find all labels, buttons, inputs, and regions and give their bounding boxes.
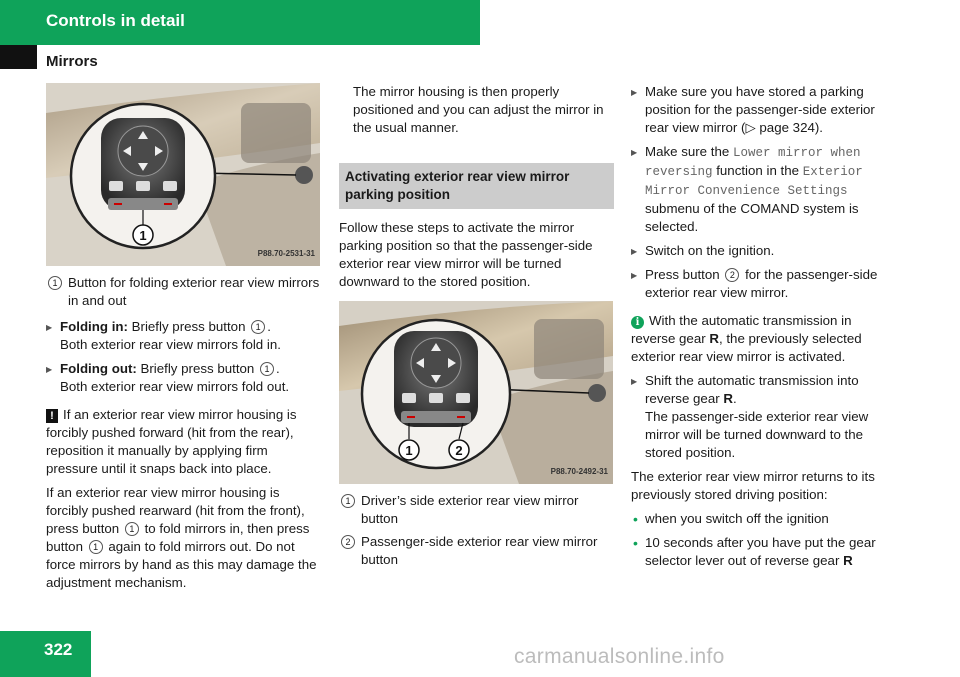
step-folding-out: ▶ Folding out: Briefly press button 1 . Both exterior rear view mirrors fold out. [46, 360, 321, 396]
figure-mirror-switch-2 [339, 301, 613, 484]
watermark: carmanualsonline.info [514, 645, 725, 668]
bullet-ignition-off: • when you switch off the ignition [631, 510, 893, 528]
callout-2: 2 [455, 443, 463, 458]
column-2 [339, 83, 614, 574]
info-note: i With the automatic transmission in reverse gear R, the previously selected exterior rear view mirror is activated. [631, 313, 862, 364]
step-ignition: ▶ Switch on the ignition. [631, 242, 893, 260]
legend-item-1: 1 Driver’s side exterior rear view mirror button [339, 492, 614, 528]
warning-note-2: If an exterior rear view mirror housing is forcibly pushed rearward (hit from the front), press button 1 to fold mirrors in, then press button 1 again to fold mirrors out. Do not force mirrors by hand as this may damage the adjustment mechanism. [46, 485, 317, 590]
returns-text: The exterior rear view mirror returns to its previously stored driving position: [631, 469, 875, 502]
page-number: 322 [44, 640, 73, 659]
step-store-position: ▶ Make sure you have stored a parking position for the passenger-side exterior rear view mirror (▷ page 324). [631, 83, 893, 137]
legend-item-2: 2 Passenger-side exterior rear view mirror button [339, 533, 614, 569]
mirror-switch-illustration-2 [339, 301, 613, 484]
procedure-intro: Follow these steps to activate the mirror parking position so that the passenger-side exterior rear view mirror will be turned downward to the stored position. [339, 220, 593, 289]
intro-text: The mirror housing is then properly positioned and you can adjust the mirror in the usual manner. [353, 84, 604, 135]
callout-1: 1 [405, 443, 413, 458]
section-heading-box: Activating exterior rear view mirror parking position [339, 163, 614, 209]
info-icon: i [631, 316, 644, 329]
step-press-button: ▶ Press button 2 for the passenger-side exterior rear view mirror. [631, 266, 893, 302]
figure-code: P88.70-2531-31 [257, 249, 315, 258]
legend-item: 1 Button for folding exterior rear view mirrors in and out [46, 274, 321, 310]
step-shift-reverse: ▶ Shift the automatic transmission into reverse gear R. The passenger-side exterior rear view mirror will be turned downward to the stored position. [631, 372, 893, 462]
figure-code: P88.70-2492-31 [550, 467, 608, 476]
chapter-title: Controls in detail [46, 11, 185, 30]
warning-note-1: ! If an exterior rear view mirror housing is forcibly pushed forward (hit from the rear), reposition it manually by applying firm pressure until it snaps back into place. [46, 407, 297, 476]
callout-1: 1 [139, 228, 147, 243]
column-1 [46, 83, 321, 598]
bullet-10-seconds: • 10 seconds after you have put the gear selector lever out of reverse gear R [631, 534, 893, 570]
warning-icon: ! [46, 409, 58, 423]
figure-mirror-switch-1 [46, 83, 320, 266]
section-marker [0, 45, 37, 69]
step-check-comand: ▶ Make sure the Lower mirror when reversing function in the Exterior Mirror Convenience Settings submenu of the COMAND system is selected. [631, 143, 893, 236]
step-folding-in: ▶ Folding in: Briefly press button 1 . Both exterior rear view mirrors fold in. [46, 318, 321, 354]
section-title: Mirrors [46, 53, 98, 70]
mirror-switch-illustration [46, 83, 320, 266]
column-3 [631, 83, 893, 576]
